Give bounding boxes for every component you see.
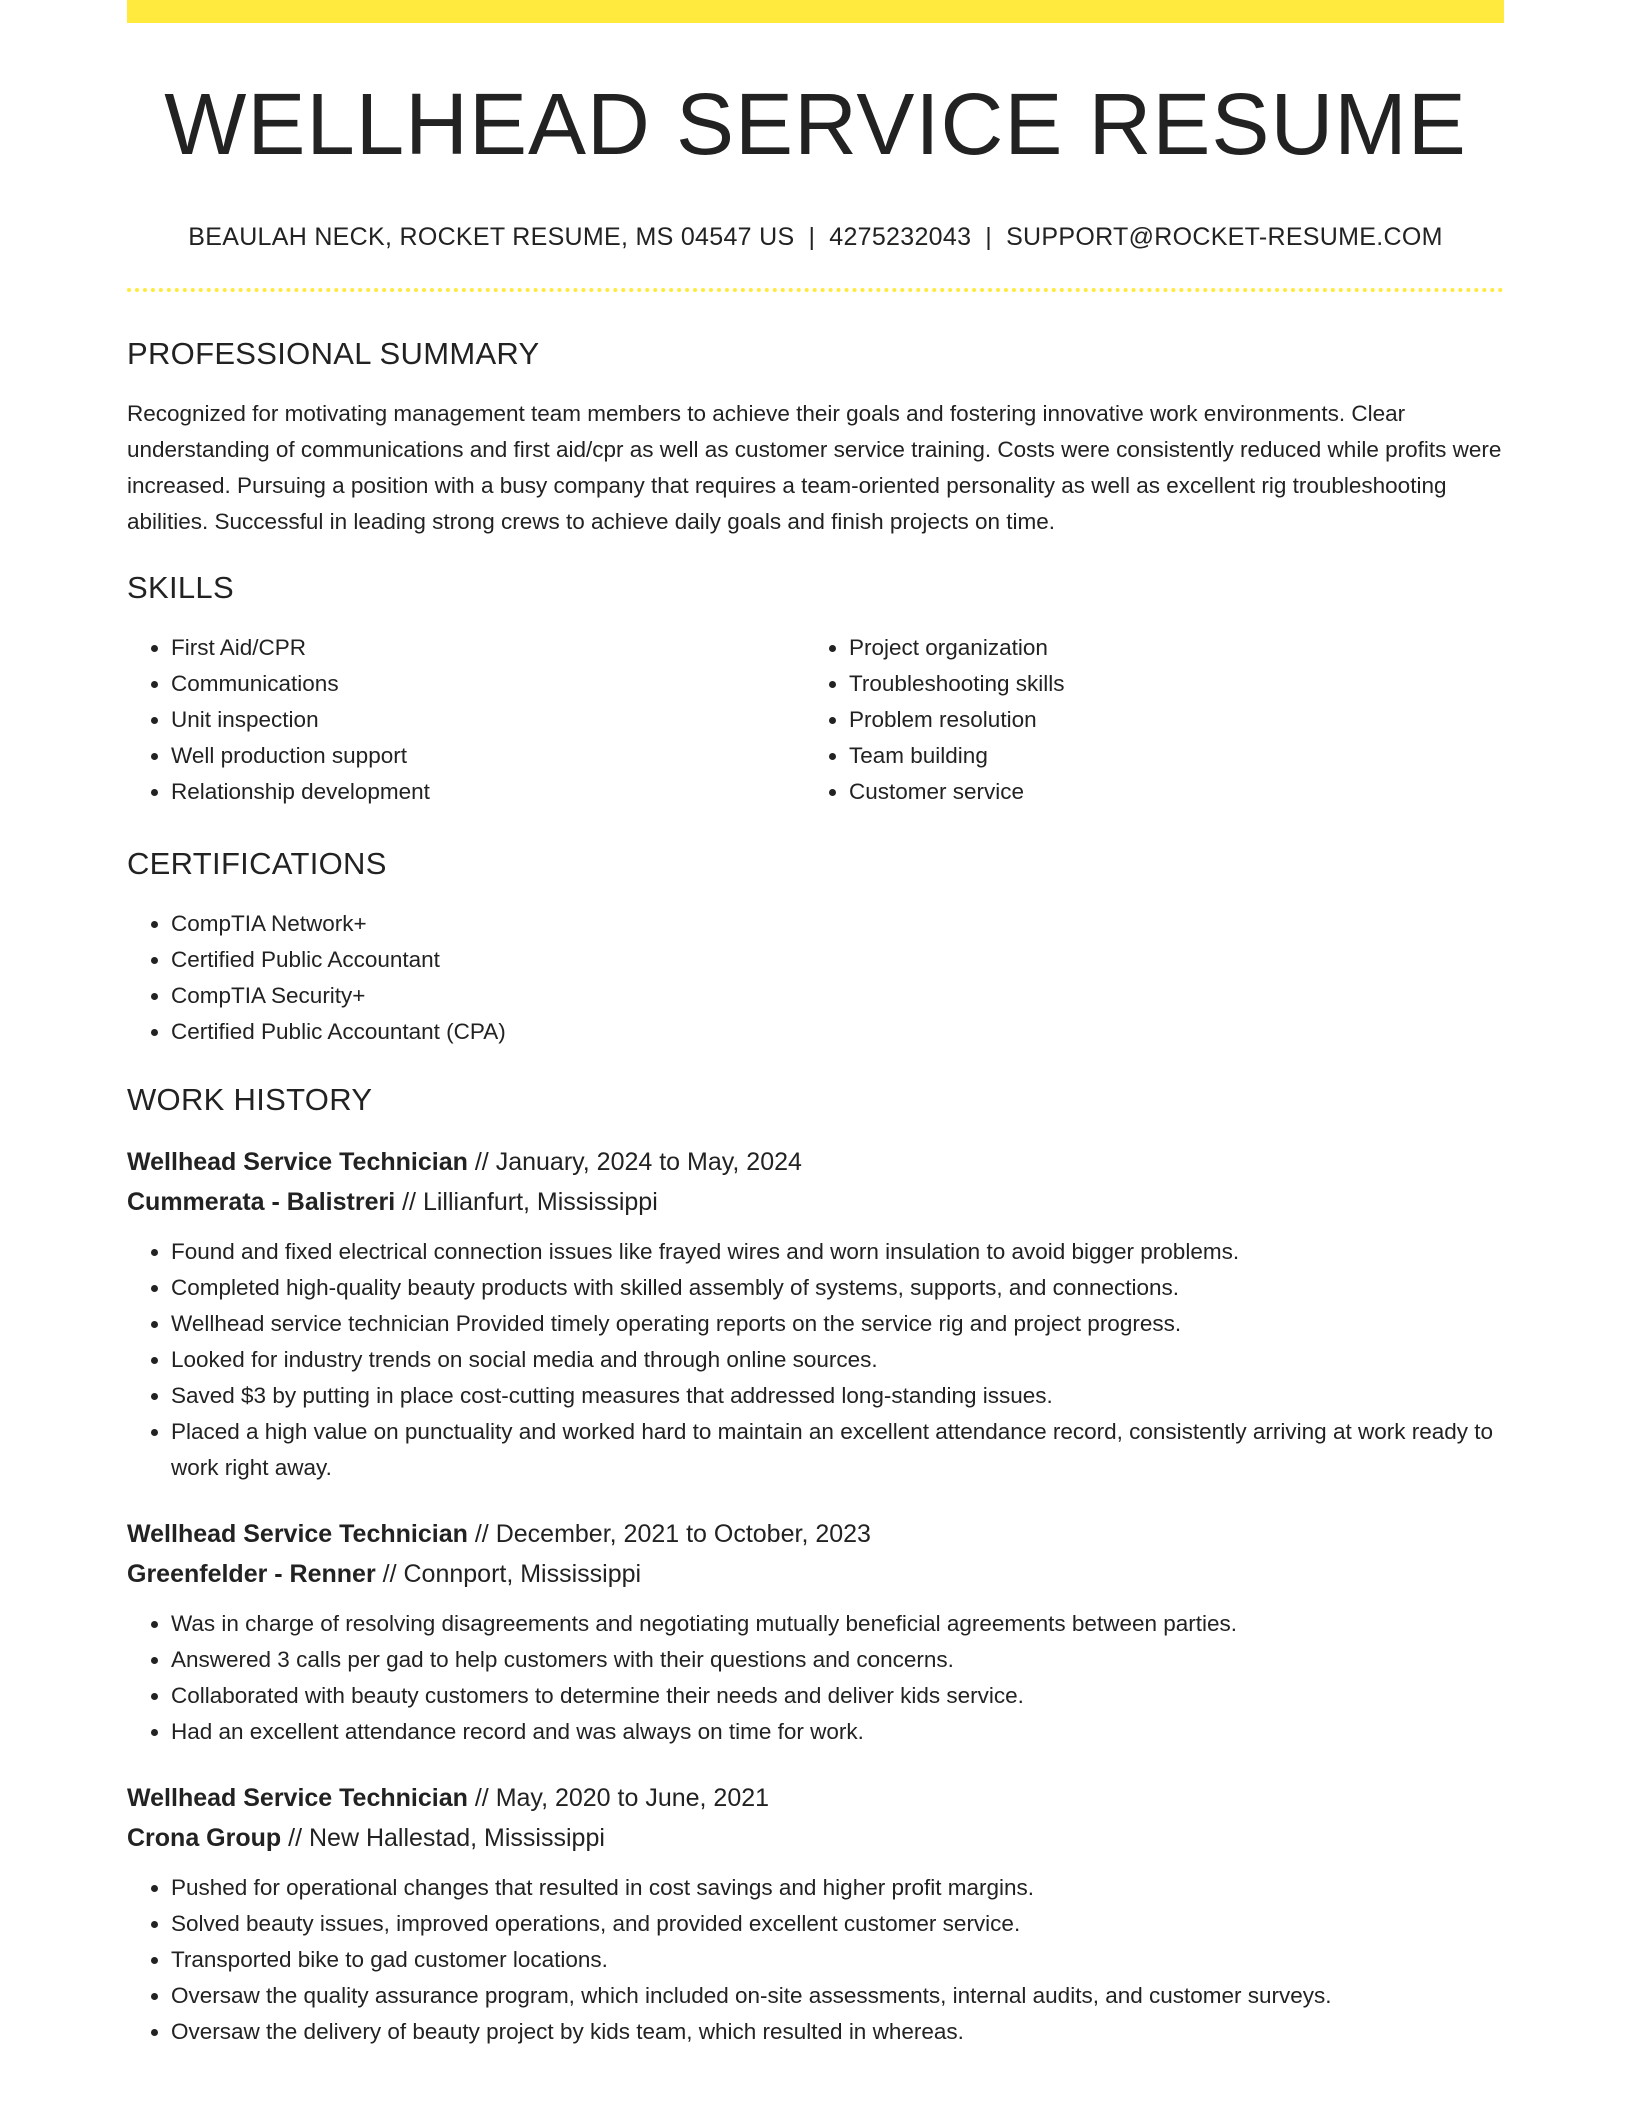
summary-text: Recognized for motivating management team members to achieve their goals and fostering innovative work environments. Clear understanding of communications and first aid/cpr as well as customer service training. Costs were consistently reduced while profits were increased. Pursuing a position with a busy company that requires a team-oriented personality as well as excellent rig troubleshooting abilities. Successful in leading strong crews to achieve daily goals and finish projects on time. — [127, 401, 1502, 534]
job-location: New Hallestad, Mississippi — [308, 1824, 605, 1852]
job-company-line — [127, 1554, 1504, 1594]
job-location: Lillianfurt, Mississippi — [422, 1188, 658, 1216]
resume-page — [127, 0, 1504, 2050]
job-bullet: • Oversaw the quality assurance program, which included on-site assessments, internal audits, and customer surveys. — [171, 1978, 1504, 2014]
job-bullet: • Saved $3 by putting in place cost-cutting measures that addressed long-standing issues. — [171, 1378, 1504, 1414]
accent-top-bar — [127, 0, 1504, 23]
resume-title: WELLHEAD SERVICE RESUME — [164, 76, 1467, 173]
skill-item: • Relationship development — [171, 774, 805, 810]
certifications-list — [127, 906, 1504, 1050]
job-dates: January, 2024 to May, 2024 — [495, 1148, 802, 1176]
job-separator: // — [402, 1188, 417, 1216]
job-bullets — [127, 1870, 1504, 2050]
skills-column-right — [805, 630, 1483, 810]
job-title: Wellhead Service Technician — [127, 1520, 468, 1548]
contact-address: BEAULAH NECK, ROCKET RESUME, MS 04547 US — [188, 223, 795, 251]
job-separator: // — [382, 1560, 397, 1588]
skill-item: • Problem resolution — [849, 702, 1483, 738]
job-company: Crona Group — [127, 1824, 282, 1852]
job-title: Wellhead Service Technician — [127, 1784, 468, 1812]
skill-item: • Project organization — [849, 630, 1483, 666]
job-dates: May, 2020 to June, 2021 — [495, 1784, 770, 1812]
summary-heading: PROFESSIONAL SUMMARY — [127, 336, 540, 371]
job-title-line — [127, 1514, 1504, 1554]
skills-list-left — [127, 630, 805, 810]
job-company: Greenfelder - Renner — [127, 1560, 376, 1588]
job-entry — [127, 1142, 1504, 1486]
job-title: Wellhead Service Technician — [127, 1148, 468, 1176]
job-bullet: • Wellhead service technician Provided timely operating reports on the service rig and project progress. — [171, 1306, 1504, 1342]
job-separator: // — [474, 1520, 489, 1548]
job-bullets — [127, 1234, 1504, 1486]
contact-separator: | — [808, 223, 816, 251]
job-bullets — [127, 1606, 1504, 1750]
job-separator: // — [288, 1824, 303, 1852]
skill-item: • Troubleshooting skills — [849, 666, 1483, 702]
dotted-divider — [127, 288, 1504, 292]
skill-item: • Team building — [849, 738, 1483, 774]
job-bullet: • Pushed for operational changes that resulted in cost savings and higher profit margins. — [171, 1870, 1504, 1906]
certification-item: • CompTIA Security+ — [171, 978, 1504, 1014]
job-bullet: • Answered 3 calls per gad to help customers with their questions and concerns. — [171, 1642, 1504, 1678]
certifications-heading: CERTIFICATIONS — [127, 846, 387, 881]
job-bullet: • Oversaw the delivery of beauty project by kids team, which resulted in whereas. — [171, 2014, 1504, 2050]
work-history-heading: WORK HISTORY — [127, 1082, 373, 1117]
job-bullet: • Collaborated with beauty customers to determine their needs and deliver kids service. — [171, 1678, 1504, 1714]
job-bullet: • Looked for industry trends on social media and through online sources. — [171, 1342, 1504, 1378]
contact-phone: 4275232043 — [829, 223, 972, 251]
job-separator: // — [474, 1784, 489, 1812]
job-bullet: • Found and fixed electrical connection issues like frayed wires and worn insulation to avoid bigger problems. — [171, 1234, 1504, 1270]
job-dates: December, 2021 to October, 2023 — [495, 1520, 871, 1548]
job-company-line — [127, 1818, 1504, 1858]
job-bullet: • Had an excellent attendance record and was always on time for work. — [171, 1714, 1504, 1750]
job-bullet: • Completed high-quality beauty products with skilled assembly of systems, supports, and connections. — [171, 1270, 1504, 1306]
skills-column-left — [127, 630, 805, 810]
job-title-line — [127, 1142, 1504, 1182]
job-bullet: • Solved beauty issues, improved operations, and provided excellent customer service. — [171, 1906, 1504, 1942]
contact-email: SUPPORT@ROCKET-RESUME.COM — [1006, 223, 1443, 251]
skill-item: • Communications — [171, 666, 805, 702]
skills-heading: SKILLS — [127, 570, 234, 605]
job-title-line — [127, 1778, 1504, 1818]
job-entry — [127, 1514, 1504, 1750]
job-company-line — [127, 1182, 1504, 1222]
skill-item: • Customer service — [849, 774, 1483, 810]
certification-item: • Certified Public Accountant (CPA) — [171, 1014, 1504, 1050]
skill-item: • Unit inspection — [171, 702, 805, 738]
contact-line — [127, 223, 1504, 252]
job-bullet: • Transported bike to gad customer locations. — [171, 1942, 1504, 1978]
job-separator: // — [474, 1148, 489, 1176]
certification-item: • Certified Public Accountant — [171, 942, 1504, 978]
contact-separator: | — [985, 223, 993, 251]
job-entry — [127, 1778, 1504, 2050]
skill-item: • First Aid/CPR — [171, 630, 805, 666]
job-location: Connport, Mississippi — [403, 1560, 642, 1588]
skills-grid — [127, 630, 1504, 810]
job-bullet: • Was in charge of resolving disagreements and negotiating mutually beneficial agreements between parties. — [171, 1606, 1504, 1642]
certification-item: • CompTIA Network+ — [171, 906, 1504, 942]
skills-list-right — [805, 630, 1483, 810]
job-bullet: • Placed a high value on punctuality and worked hard to maintain an excellent attendance record, consistently arriving at work ready to work right away. — [171, 1414, 1504, 1486]
job-company: Cummerata - Balistreri — [127, 1188, 396, 1216]
skill-item: • Well production support — [171, 738, 805, 774]
